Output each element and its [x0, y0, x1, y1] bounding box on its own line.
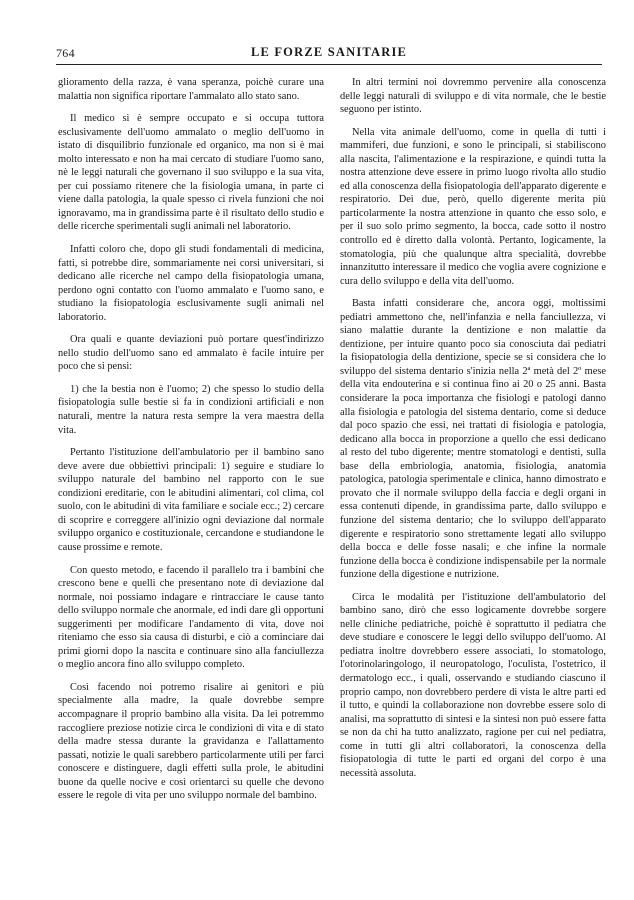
paragraph: Il medico si è sempre occupato e si occupa tuttora esclusivamente dell'uomo ammalato o meglio dell'uomo in istato di disquilibrio funzionale ed organico, ma non si è mai molto interessato e non ha mai cercato di studiare l'uomo sano, nè le leggi naturali che governano il suo sviluppo e la sua vita, per cui possiamo ritenere che la fisiologia umana, in parte ci viene dalla patologia, la quale spesso ci rivela funzioni che noi ignoravamo, ma in grandissima parte è il risultato dello studio e delle ricerche sperimentali sugli animali nel laboratorio.	[58, 113, 324, 233]
paragraph: 1) che la bestia non è l'uomo; 2) che spesso lo studio della fisiopatologia sulle bestie si fa in condizioni artificiali e non naturali, mentre la natura resta sempre la vera maestra della vita.	[58, 383, 324, 436]
left-column	[58, 76, 324, 812]
paragraph: Così facendo noi potremo risalire ai genitori e più specialmente alla madre, la quale dovrebbe sempre accompagnare il proprio bambino alla visita. Da lei potremmo raccogliere preziose notizie circa le condizioni di vita e di stato della madre stessa durante la gravidanza e l'allattamento passati, notizie le quali sarebbero particolarmente utili per farci conoscere e distinguere, dagli effetti sulla prole, le abitudini buone da quelle nocive e così orientarci su quelle che devono essere le regole di vita per uno sviluppo normale del bambino.	[58, 681, 324, 802]
page-number: 764	[56, 46, 75, 60]
right-column	[340, 76, 606, 789]
paragraph: Con questo metodo, e facendo il parallelo tra i bambini che crescono bene e quelli che presentano note di deviazione dal normale, noi possiamo indagare e rintracciare le cause tanto dello sviluppo normale che anormale, ed indi dare gli opportuni suggerimenti per modificare l'andamento di vita, dove noi riteniamo che esso sia causa di disturbi, e ciò a cominciare dai primi giorni dopo la nascita e continuare sino alla fanciullezza o meglio ancora fino allo sviluppo completo.	[58, 564, 324, 671]
paragraph: Nella vita animale dell'uomo, come in quella di tutti i mammiferi, due funzioni, e sono le principali, si stabiliscono alla nascita, l'alimentazione e la respirazione, e quindi tutta la nostra attenzione deve essere in primo luogo rivolta allo studio ed alla conoscenza della fisiopatologia dell'apparato digerente e respiratorio. Dei due, però, quello digerente merita più particolarmente la nostra attenzione in quanto che esso solo, e per il suo solo primo segmento, la bocca, cade sotto il nostro controllo ed è diretto dalla volontà. Pertanto, logicamente, la stomatologia, più che qualunque altra specialità, dovrebbe innanzitutto interessare il medico che voglia avere cognizione e cura dello sviluppo e della vita dell'uomo.	[340, 126, 606, 287]
paragraph: glioramento della razza, è vana speranza, poichè curare una malattia non significa riportare l'ammalato allo stato sano.	[58, 77, 324, 102]
running-header	[56, 44, 602, 65]
paragraph: In altri termini noi dovremmo pervenire alla conoscenza delle leggi naturali di sviluppo e di vita normale, che le bestie seguono per istinto.	[340, 77, 606, 116]
paragraph: Basta infatti considerare che, ancora oggi, moltissimi pediatri ammettono che, nell'infanzia e nella fanciullezza, vi siano malattie durante la dentizione e non malattie da dentizione, per intuire quanto poco sia conosciuta dai pediatri la fisiopatologia della dentizione, specie se si considera che lo sviluppo del sistema dentario s'inizia nella 2ª metà del 2º mese della vita endouterina e si continua fino ai 20 o 25 anni. Basta considerare la poca importanza che fisiologi e patologi danno alla fisiologia e patologia del sistema dentario, come si deduce dal poco spazio che essi, nei trattati di fisiologia e patologia, dedicano alla bocca in proporzione a quello che essi dedicano al resto del tubo digerente; mentre stomatologi e dentisti, sulla base della embriologia, anatomia, fisiologia, anatomia patologica, patologia sperimentale e clinica, hanno dimostrato e provato che il normale sviluppo della faccia e degli organi in essa contenuti dipende, in grandissima parte, dallo sviluppo e funzione del sistema dentario; che lo sviluppo dell'apparato digerente e respiratorio sono strettamente legati allo sviluppo della bocca e delle fosse nasali; e che infine la normale funzione della bocca è condizione indispensabile per la normale funzione della digestione e nutrizione.	[340, 298, 607, 581]
running-title: LE FORZE SANITARIE	[250, 45, 408, 59]
paragraph: Infatti coloro che, dopo gli studi fondamentali di medicina, fatti, si potrebbe dire, sommariamente nei corsi universitari, si dedicano alle ricerche nel campo della fisiopatologia umana, perdono ogni contatto con l'uomo ammalato e l'uomo sano, e studiano la fisiopatologia esclusivamente sugli animali nel laboratorio.	[58, 244, 324, 323]
paragraph: Pertanto l'istituzione dell'ambulatorio per il bambino sano deve avere due obbiettivi principali: 1) seguire e studiare lo sviluppo naturale del bambino nel rapporto con le sue condizioni ereditarie, con le abitudini alimentari, col clima, col suolo, con le abitudini di vita familiare e sociale ecc.; 2) cercare di scoprire e correggere all'inizio ogni deviazione dal normale sviluppo organico e costituzionale, cercandone e studiandone le cause prossime e remote.	[58, 447, 324, 553]
paragraph: Ora quali e quante deviazioni può portare quest'indirizzo nello studio dell'uomo sano ed ammalato è facile intuire per poco che si pensi:	[58, 334, 324, 373]
paragraph: Circa le modalità per l'istituzione dell'ambulatorio del bambino sano, dirò che esso logicamente dovrebbe sorgere nelle cliniche pediatriche, poichè è soprattutto il pediatra che deve studiare e conoscere le leggi dello sviluppo dell'uomo. Al pediatra inoltre dovrebbero essere associati, lo stomatologo, l'otorinolaringologo, il neuropatologo, l'oculista, l'ostetrico, il dermatologo ecc., i quali, osservando e studiando ciascuno il proprio campo, non dovrebbero perdere di vista le altre parti ed il tutto, e quindi la collaborazione non dovrebbe essere solo di analisi, ma soprattutto di sintesi e la sintesi non può essere fatta se non da chi ha tutto analizzato, ragione per cui nel pediatra, come in tutti gli altri collaboratori, la conoscenza della fisiopatologia di tutte le parti ed organi del corpo è una necessità assoluta.	[340, 591, 606, 779]
